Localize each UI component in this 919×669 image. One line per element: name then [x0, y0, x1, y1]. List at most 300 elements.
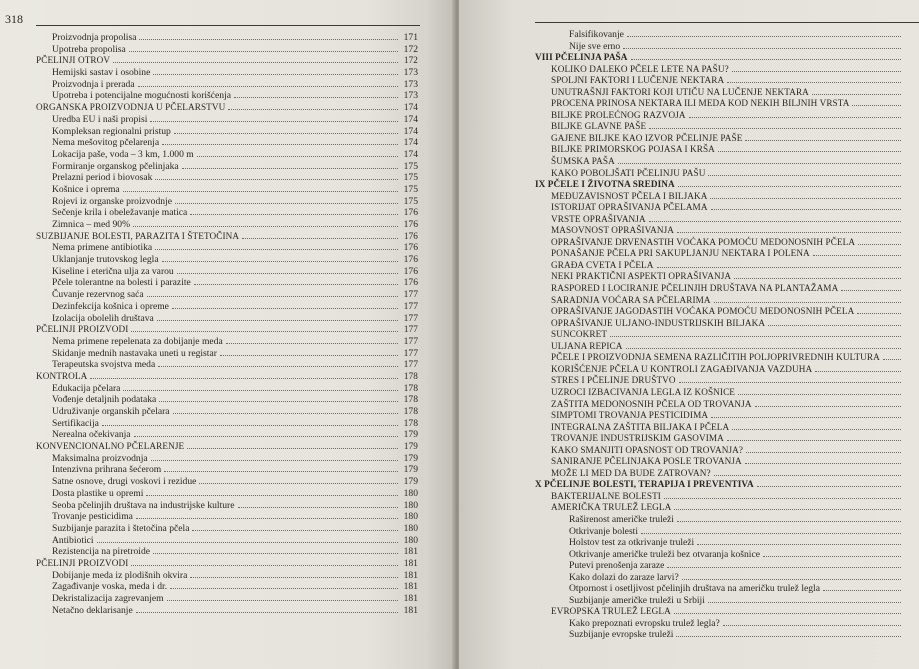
toc-entry: [0, 348, 418, 360]
right-toc-list: [459, 29, 919, 641]
toc-entry-title: Pčele tolerantne na bolesti i parazite: [52, 277, 191, 289]
toc-entry-title: TROVANJE INDUSTRIJSKIM GASOVIMA: [551, 433, 724, 444]
dot-leader: [677, 521, 901, 522]
toc-entry: [0, 231, 418, 243]
dot-leader: [674, 613, 901, 614]
toc-entry-title: OPRAŠIVANJE DRVENASTIH VOĆAKA POMOĆU MEDONOSNIH PČELA: [551, 236, 856, 247]
toc-entry: [0, 324, 418, 336]
toc-entry-page: 179: [403, 464, 418, 476]
toc-entry-page: 181: [403, 569, 418, 581]
toc-entry: [459, 248, 919, 260]
right-page: [459, 0, 919, 669]
toc-entry-page: 176: [403, 219, 418, 230]
toc-entry-page: 176: [403, 230, 418, 241]
toc-entry-page: 174: [403, 102, 418, 113]
dot-leader: [242, 238, 398, 239]
toc-entry-title: GAJENE BILJKE KAO IZVOR PČELINJE PAŠE: [551, 132, 743, 143]
toc-entry-title: KOLIKO DALEKO PČELE LETE NA PAŠU?: [551, 63, 729, 74]
dot-leader: [174, 133, 398, 134]
toc-entry-title: Uklanjanje trutovskog legla: [52, 254, 159, 266]
dot-leader: [133, 226, 398, 227]
dot-leader: [815, 371, 901, 372]
dot-leader: [190, 214, 398, 215]
toc-entry: [0, 172, 418, 184]
toc-entry-page: 180: [403, 487, 418, 499]
toc-entry-title: SUZBIJANJE BOLESTI, PARAZITA I ŠTETOČINA: [36, 230, 240, 241]
toc-entry-page: 174: [403, 148, 418, 160]
toc-entry: [0, 336, 418, 348]
toc-entry: [459, 387, 919, 399]
dot-leader: [858, 244, 901, 245]
toc-entry: [0, 126, 418, 138]
dot-leader: [649, 221, 901, 222]
toc-entry-page: 174: [403, 113, 418, 125]
page-number: 318: [5, 12, 23, 26]
toc-entry: [459, 433, 919, 445]
dot-leader: [190, 577, 398, 578]
toc-entry-title: VIII PČELINJA PAŠA: [535, 52, 628, 63]
toc-entry: [0, 464, 418, 476]
toc-entry-page: 180: [403, 499, 418, 511]
dot-leader: [841, 290, 901, 291]
toc-entry: [0, 219, 418, 231]
toc-entry-page: 177: [403, 335, 418, 347]
dot-leader: [723, 625, 901, 626]
toc-entry-title: Kako prepoznati evropsku trulež legla?: [569, 617, 720, 629]
dot-leader: [667, 567, 901, 568]
dot-leader: [220, 355, 398, 356]
toc-entry: [0, 511, 418, 523]
toc-entry: [459, 64, 919, 76]
dot-leader: [674, 509, 901, 510]
dot-leader: [857, 313, 901, 314]
toc-entry: [0, 570, 418, 582]
toc-entry-page: 177: [403, 289, 418, 301]
toc-entry-page: 171: [403, 32, 418, 43]
left-page: [0, 0, 456, 669]
toc-entry: [0, 371, 418, 383]
toc-entry: [459, 318, 919, 330]
toc-entry-page: 175: [403, 195, 418, 207]
toc-entry-title: Proizvodnja propolisa: [52, 32, 137, 43]
dot-leader: [746, 452, 901, 453]
toc-entry-title: ŠUMSKA PAŠA: [551, 156, 615, 167]
toc-entry: [0, 114, 418, 126]
dot-leader: [883, 359, 901, 360]
toc-entry-title: Otkrivanje američke truleži bez otvaranja košnice: [569, 548, 760, 560]
toc-entry: [0, 476, 418, 488]
toc-entry-title: Trovanje pesticidima: [52, 511, 133, 523]
toc-entry: [0, 196, 418, 208]
toc-entry-page: 181: [403, 581, 418, 593]
toc-entry: [459, 595, 919, 607]
toc-entry-page: 176: [403, 254, 418, 266]
dot-leader: [199, 483, 398, 484]
toc-entry-title: BILJKE PRIMORSKOG POJASA I KRŠA: [551, 144, 715, 155]
toc-entry-page: 176: [403, 207, 418, 219]
toc-entry-title: Suzbijanje evropske truleži: [569, 629, 674, 641]
dot-leader: [679, 382, 901, 383]
toc-entry-title: Prelazni period i biovosak: [52, 172, 153, 184]
dot-leader: [626, 348, 902, 349]
toc-entry-title: MASOVNOST OPRAŠIVANJA: [551, 225, 675, 236]
dot-leader: [164, 471, 398, 472]
dot-leader: [197, 156, 398, 157]
toc-entry-title: ZAŠTITA MEDONOSNIH PČELA OD TROVANJA: [551, 398, 752, 409]
toc-entry-title: INTEGRALNA ZAŠTITA BILJAKA I PČELA: [551, 421, 730, 432]
dot-leader: [97, 542, 398, 543]
toc-entry-title: Upotreba propolisa: [52, 43, 126, 55]
toc-entry: [459, 41, 919, 53]
dot-leader: [187, 448, 398, 449]
toc-entry-title: RASPORED I LOCIRANJE PČELINJIH DRUŠTAVA NA PLANTAŽAMA: [551, 283, 839, 294]
dot-leader: [714, 302, 901, 303]
toc-entry: [459, 364, 919, 376]
dot-leader: [136, 612, 398, 613]
toc-entry: [459, 87, 919, 99]
toc-entry-title: Seoba pčelinjih društava na industrijske kulture: [52, 499, 235, 511]
dot-leader: [173, 413, 398, 414]
toc-entry-title: Zagađivanje voska, meda i dr.: [52, 581, 168, 593]
toc-entry: [459, 271, 919, 283]
toc-entry: [459, 526, 919, 538]
toc-entry-page: 181: [403, 604, 418, 616]
toc-entry: [459, 260, 919, 272]
toc-entry: [459, 202, 919, 214]
dot-leader: [823, 590, 901, 591]
toc-entry-title: EVROPSKA TRULEŽ LEGLA: [551, 606, 671, 617]
dot-leader: [745, 140, 901, 141]
toc-entry-title: Udruživanje organskih pčelara: [52, 406, 170, 417]
toc-entry: [459, 341, 919, 353]
toc-entry: [459, 445, 919, 457]
toc-entry-title: Kompleksan regionalni pristup: [52, 125, 171, 137]
toc-entry: [459, 491, 919, 503]
toc-entry-title: PROCENA PRINOSA NEKTARA ILI MEDA KOD NEKIH BILJNIH VRSTA: [551, 98, 850, 109]
toc-entry-page: 177: [403, 312, 418, 324]
dot-leader: [649, 128, 901, 129]
toc-entry: [0, 44, 418, 56]
toc-entry-title: Lokacija paše, voda – 3 km, 1.000 m: [52, 148, 194, 160]
toc-entry: [459, 191, 919, 203]
toc-entry-title: Nerealna očekivanja: [52, 429, 131, 441]
toc-entry-page: 179: [403, 429, 418, 441]
toc-entry-page: 178: [403, 370, 418, 381]
toc-entry: [0, 453, 418, 465]
toc-entry-title: IX PČELE I ŽIVOTNA SREDINA: [535, 179, 675, 190]
toc-entry: [0, 488, 418, 500]
toc-entry: [0, 242, 418, 254]
toc-entry-title: Otpornost i osetljivost pčelinjih društava na američku trulež legla: [569, 583, 820, 595]
toc-entry: [0, 383, 418, 395]
toc-entry-page: 181: [403, 546, 418, 558]
toc-entry-title: ISTORIJAT OPRAŠIVANJA PČELAMA: [551, 202, 708, 213]
toc-entry: [459, 329, 919, 341]
dot-leader: [610, 336, 901, 337]
toc-entry: [459, 618, 919, 630]
toc-entry-page: 177: [403, 324, 418, 335]
toc-entry-title: Netačno deklarisanje: [52, 604, 133, 616]
toc-entry-title: Antibiotici: [52, 534, 94, 546]
toc-entry: [459, 468, 919, 480]
toc-entry-title: SANIRANJE PČELINJAKA POSLE TROVANJA: [551, 456, 742, 467]
dot-leader: [172, 308, 398, 309]
toc-entry: [459, 583, 919, 595]
toc-entry: [0, 254, 418, 266]
dot-leader: [134, 436, 398, 437]
toc-entry-page: 174: [403, 125, 418, 137]
toc-entry-title: Otkrivanje bolesti: [569, 525, 639, 537]
dot-leader: [153, 553, 398, 554]
toc-entry-title: BILJKE GLAVNE PAŠE: [551, 121, 647, 132]
dot-leader: [641, 533, 901, 534]
toc-entry-title: Putevi prenošenja zaraze: [569, 560, 665, 572]
toc-entry-title: Proizvodnja i prerada: [52, 78, 135, 90]
toc-entry-title: Sečenje krila i obeležavanje matica: [52, 207, 188, 219]
toc-entry: [0, 79, 418, 91]
toc-entry: [0, 32, 418, 44]
dot-leader: [852, 105, 901, 106]
toc-entry: [0, 266, 418, 278]
toc-entry-title: Uredba EU i naši propisi: [52, 113, 148, 125]
toc-entry-title: Intenzivna prihrana šećerom: [52, 464, 162, 476]
toc-entry-title: Suzbijanje američke truleži u Srbiji: [569, 594, 705, 606]
toc-entry: [459, 110, 919, 122]
toc-entry: [0, 277, 418, 289]
toc-entry: [0, 149, 418, 161]
dot-leader: [738, 394, 901, 395]
toc-entry-title: Kiseline i eterična ulja za varou: [52, 265, 174, 277]
dot-leader: [102, 425, 398, 426]
toc-entry-title: Dobijanje meda iz plodišnih okvira: [52, 569, 188, 581]
toc-entry-title: STRES I PČELINJE DRUŠTVO: [551, 375, 676, 386]
toc-entry-page: 175: [403, 160, 418, 172]
toc-entry: [459, 375, 919, 387]
toc-entry: [459, 549, 919, 561]
dot-leader: [167, 600, 398, 601]
toc-entry-title: Zimnica – med 90%: [52, 219, 131, 230]
dot-leader: [657, 267, 902, 268]
toc-entry-page: 180: [403, 511, 418, 523]
toc-entry: [459, 537, 919, 549]
toc-entry-page: 179: [403, 476, 418, 488]
toc-entry-title: BILJKE PROLEĆNOG RAZVOJA: [551, 109, 686, 120]
toc-entry-title: KONVENCIONALNO PČELARENJE: [36, 441, 185, 452]
dot-leader: [158, 366, 398, 367]
toc-entry-page: 177: [403, 359, 418, 371]
dot-leader: [151, 460, 398, 461]
dot-leader: [150, 121, 398, 122]
toc-entry-title: Hemijski sastav i osobine: [52, 67, 151, 79]
dot-leader: [175, 203, 398, 204]
toc-entry: [0, 558, 418, 570]
header-rule: [535, 22, 919, 23]
toc-entry: [0, 313, 418, 325]
toc-entry-title: ORGANSKA PROIZVODNJA U PČELARSTVU: [36, 102, 226, 113]
toc-entry: [459, 572, 919, 584]
toc-entry: [459, 121, 919, 133]
dot-leader: [238, 507, 398, 508]
dot-leader: [113, 62, 398, 63]
dot-leader: [131, 331, 398, 332]
toc-entry-page: 173: [403, 90, 418, 102]
dot-leader: [194, 284, 398, 285]
dot-leader: [226, 343, 398, 344]
toc-entry-title: UNUTRAŠNJI FAKTORI KOJI UTIČU NA LUČENJE NEKTARA: [551, 86, 809, 97]
dot-leader: [734, 278, 901, 279]
toc-entry: [0, 605, 418, 617]
toc-entry-title: Nema primene repelenata za dobijanje meda: [52, 335, 223, 347]
toc-entry-title: Izolacija obolelih društava: [52, 312, 154, 324]
toc-entry-title: Nema mešovitog pčelarenja: [52, 137, 160, 149]
dot-leader: [631, 59, 902, 60]
toc-entry: [0, 137, 418, 149]
toc-entry-title: PČELINJI PROIZVODI: [36, 324, 129, 335]
toc-entry-title: PČELINJI PROIZVODI: [36, 557, 129, 568]
toc-entry: [0, 441, 418, 453]
toc-entry-title: Dosta plastike u opremi: [52, 487, 144, 499]
dot-leader: [727, 82, 901, 83]
toc-entry: [459, 560, 919, 572]
toc-entry: [0, 289, 418, 301]
dot-leader: [147, 296, 398, 297]
toc-entry-title: MEĐUZAVISNOST PČELA I BILJAKA: [551, 190, 708, 201]
toc-entry: [459, 502, 919, 514]
dot-leader: [123, 390, 398, 391]
toc-entry-page: 179: [403, 441, 418, 452]
toc-entry: [459, 98, 919, 110]
toc-entry: [459, 456, 919, 468]
dot-leader: [155, 249, 398, 250]
dot-leader: [708, 602, 901, 603]
toc-entry-page: 178: [403, 394, 418, 406]
dot-leader: [146, 495, 398, 496]
toc-entry-page: 177: [403, 347, 418, 359]
toc-entry-title: Nije sve erno: [569, 40, 621, 52]
dot-leader: [757, 486, 901, 487]
toc-entry: [459, 168, 919, 180]
toc-entry: [0, 406, 418, 418]
header-rule: [36, 25, 420, 26]
dot-leader: [129, 51, 398, 52]
dot-leader: [697, 544, 901, 545]
toc-entry-title: OPRAŠIVANJE ULJANO-INDUSTRIJSKIH BILJAKA: [551, 317, 766, 328]
dot-leader: [123, 191, 398, 192]
left-toc-list: [0, 32, 418, 616]
dot-leader: [711, 209, 901, 210]
toc-entry-page: 175: [403, 172, 418, 184]
dot-leader: [136, 518, 398, 519]
toc-entry-title: KAKO POBOLJŠATI PČELINJU PAŠU: [551, 167, 706, 178]
toc-entry-title: SIMPTOMI TROVANJA PESTICIDIMA: [551, 410, 709, 421]
toc-entry: [459, 352, 919, 364]
dot-leader: [157, 320, 398, 321]
dot-leader: [708, 175, 901, 176]
toc-entry-title: VRSTE OPRAŠIVANJA: [551, 213, 646, 224]
dot-leader: [732, 429, 901, 430]
dot-leader: [155, 179, 398, 180]
dot-leader: [677, 232, 901, 233]
toc-entry: [459, 629, 919, 641]
toc-entry: [0, 161, 418, 173]
dot-leader: [745, 463, 901, 464]
dot-leader: [131, 565, 398, 566]
toc-entry: [459, 295, 919, 307]
toc-entry: [0, 207, 418, 219]
dot-leader: [139, 39, 398, 40]
dot-leader: [813, 255, 901, 256]
toc-entry-title: Košnice i oprema: [52, 183, 120, 195]
dot-leader: [732, 71, 901, 72]
dot-leader: [138, 86, 398, 87]
toc-entry: [0, 359, 418, 371]
toc-entry: [459, 514, 919, 526]
toc-entry-title: Formiranje organskog pčelinjaka: [52, 160, 179, 172]
dot-leader: [768, 325, 901, 326]
toc-entry: [0, 523, 418, 535]
toc-entry: [459, 399, 919, 411]
toc-entry-title: Nema primene antibiotika: [52, 242, 153, 254]
toc-entry: [0, 581, 418, 593]
dot-leader: [710, 198, 901, 199]
toc-entry-title: Vođenje detaljnih podataka: [52, 394, 157, 406]
toc-entry: [459, 144, 919, 156]
toc-entry-page: 180: [403, 522, 418, 534]
toc-entry-title: Kako dolazi do zaraze larvi?: [569, 571, 679, 583]
toc-entry: [459, 75, 919, 87]
toc-entry-title: Dekristalizacija zagrevanjem: [52, 593, 164, 604]
toc-entry-title: UZROCI IZBACIVANJA LEGLA IZ KOŠNICE: [551, 386, 736, 397]
dot-leader: [727, 440, 901, 441]
toc-entry-page: 179: [403, 452, 418, 464]
toc-entry: [0, 593, 418, 605]
dot-leader: [812, 94, 901, 95]
dot-leader: [162, 144, 398, 145]
toc-entry-title: ULJANA REPICA: [551, 340, 623, 351]
toc-entry-title: Dezinfekcija košnica i opreme: [52, 300, 169, 312]
toc-entry: [0, 301, 418, 313]
toc-entry-title: Maksimalna proizvodnja: [52, 452, 148, 464]
toc-entry: [459, 52, 919, 64]
toc-entry-title: Upotreba i potencijalne mogućnosti korišćenja: [52, 90, 232, 102]
dot-leader: [170, 588, 398, 589]
toc-entry-title: Holstov test za otkrivanje truleži: [569, 537, 695, 549]
toc-entry: [459, 225, 919, 237]
dot-leader: [627, 36, 901, 37]
toc-entry-page: 173: [403, 78, 418, 90]
toc-entry: [0, 429, 418, 441]
toc-entry-title: Edukacija pčelara: [52, 382, 121, 394]
toc-entry-title: MOŽE LI MED DA BUDE ZATROVAN?: [551, 467, 711, 478]
dot-leader: [718, 151, 901, 152]
toc-entry-page: 176: [403, 265, 418, 277]
toc-entry-title: PČELINJI OTROV: [36, 55, 111, 66]
toc-entry-title: NEKI PRAKTIČNI ASPEKTI OPRAŠIVANJA: [551, 271, 732, 282]
dot-leader: [182, 168, 398, 169]
dot-leader: [689, 117, 901, 118]
dot-leader: [177, 273, 398, 274]
toc-entry: [459, 237, 919, 249]
toc-entry-page: 177: [403, 300, 418, 312]
toc-entry: [459, 422, 919, 434]
toc-entry-title: SPOLJNI FAKTORI I LUČENJE NEKTARA: [551, 75, 725, 86]
dot-leader: [162, 261, 398, 262]
dot-leader: [755, 406, 901, 407]
toc-entry-page: 178: [403, 406, 418, 417]
dot-leader: [153, 74, 398, 75]
toc-entry: [459, 479, 919, 491]
toc-entry-title: KONTROLA: [36, 370, 88, 381]
